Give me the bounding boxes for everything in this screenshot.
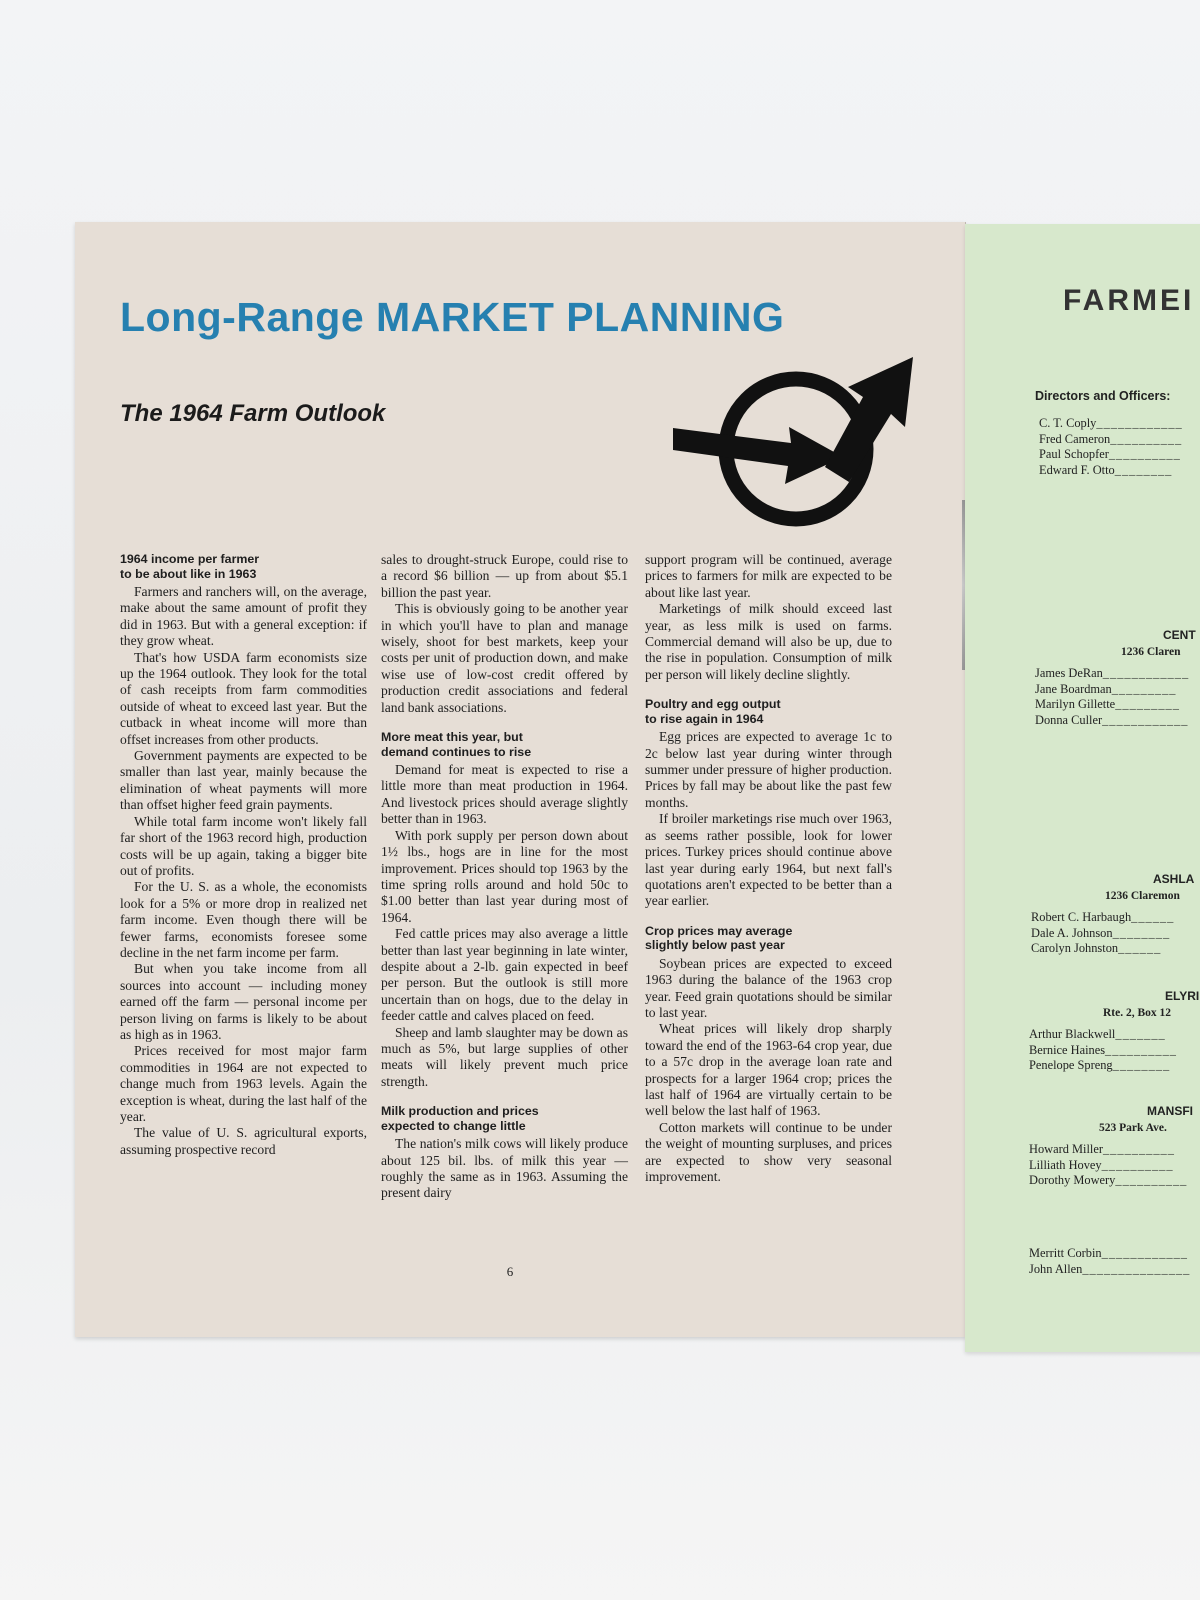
list-item: Penelope Spreng________	[1029, 1058, 1171, 1073]
left-page	[75, 222, 966, 1337]
branch-address: Rte. 2, Box 12	[1103, 1007, 1172, 1019]
section-heading-crop: Crop prices may average slightly below past year	[645, 923, 793, 953]
paragraph: Government payments are expected to be smaller than last year, mainly because the elimination of wheat payments will more than offset higher feed grain payments.	[120, 748, 367, 813]
list-item: Jane Boardman_________	[1035, 681, 1177, 696]
section-heading-income: 1964 income per farmer to be about like in 1963	[120, 552, 260, 581]
list-item: C. T. Coply____________	[1039, 416, 1183, 430]
section-heading-meat: More meat this year, but demand continues to rise	[381, 730, 532, 759]
paragraph: sales to drought-struck Europe, could rise to a record $6 billion — up from about $5.1 billion the past year.	[381, 552, 628, 600]
paragraph: Egg prices are expected to average 1c to 2c below last year during winter through summer under pressure of higher production. Prices by fall may be about like the past few months.	[645, 729, 892, 810]
paragraph: Soybean prices are expected to exceed 1963 during the balance of the 1963 crop year. Feed grain quotations should be similar to last year.	[645, 955, 892, 1020]
list-item: Arthur Blackwell_______	[1029, 1027, 1166, 1041]
list-item: Robert C. Harbaugh______	[1031, 910, 1175, 924]
branch-staff-list	[1035, 666, 1189, 728]
right-page	[965, 224, 1200, 1352]
article-column-1	[120, 552, 367, 1158]
extra-staff-list	[1029, 1246, 1190, 1277]
paragraph: Farmers and ranchers will, on the average, make about the same amount of profit they did in 1963. But with a general exception: if they grow wheat.	[120, 584, 367, 649]
list-item: Carolyn Johnston______	[1031, 941, 1162, 956]
list-item: Donna Culler____________	[1035, 712, 1189, 727]
page-number: 6	[506, 1264, 514, 1279]
article-column-3	[645, 552, 892, 1185]
list-item: John Allen_______________	[1029, 1261, 1191, 1276]
paragraph: But when you take income from all sources into account — including money earned off the farm — personal income per person living on farms is likely to be about as high as in 1963.	[120, 961, 367, 1042]
paragraph: Sheep and lamb slaughter may be down as much as 5%, but large supplies of other meats will likely prevent much price strength.	[381, 1024, 628, 1089]
branch-address: 523 Park Ave.	[1099, 1122, 1167, 1134]
target-arrow-logo-icon	[673, 357, 923, 527]
paragraph: For the U. S. as a whole, the economists look for a 5% or more drop in realized net farm income. Even though there will be fewer farms, economists foresee some decline in the net farm income per farm.	[120, 879, 367, 960]
paragraph: Demand for meat is expected to rise a little more than meat production in 1964. And livestock prices should average slightly better than in 1963.	[381, 762, 628, 827]
paragraph: Prices received for most major farm commodities in 1964 are not expected to change much from 1963 levels. Again the exception is wheat, during the last half of the year.	[120, 1043, 367, 1124]
paragraph: If broiler marketings rise much over 1963, as seems rather possible, look for lower prices. Turkey prices should continue above last year during early 1964, but next fall's quotations aren't expected to be better than a year earlier.	[645, 811, 892, 909]
list-item: Howard Miller__________	[1029, 1142, 1175, 1156]
directors-label: Directors and Officers:	[1035, 389, 1171, 403]
paragraph: Wheat prices will likely drop sharply toward the end of the 1963-64 crop year, due to a 57c drop in the average loan rate and prospects for a larger 1964 crop; prices the last half of 1964 are virtually certain to be well below the last half of 1963.	[645, 1021, 892, 1119]
list-item: Edward F. Otto________	[1039, 462, 1173, 477]
right-page-title: FARMEI	[1063, 284, 1195, 317]
list-item: Dorothy Mowery__________	[1029, 1173, 1188, 1188]
paragraph: This is obviously going to be another year in which you'll have to plan and manage wisely, shoot for best markets, keep your costs per unit of production down, and make wise use of low-cost credit offered by production credit associations and federal land bank associations.	[381, 601, 628, 715]
list-item: Fred Cameron__________	[1039, 431, 1183, 446]
paragraph: Marketings of milk should exceed last year, as less milk is used on farms. Commercial demand will also be up, due to the rise in population. Consumption of milk per person will likely decline slightly.	[645, 601, 892, 682]
list-item: Paul Schopfer__________	[1039, 447, 1181, 462]
branch-address: 1236 Claren	[1121, 646, 1181, 658]
branch-staff-list	[1031, 910, 1174, 957]
section-heading-milk: Milk production and prices expected to change little	[381, 1104, 539, 1133]
paragraph: The value of U. S. agricultural exports, assuming prospective record	[120, 1125, 367, 1157]
list-item: Dale A. Johnson________	[1031, 925, 1171, 940]
list-item: Merritt Corbin____________	[1029, 1246, 1188, 1260]
branch-name: ASHLA	[1153, 872, 1195, 886]
list-item: Bernice Haines__________	[1029, 1042, 1177, 1057]
directors-list	[1039, 416, 1183, 478]
branch-name: ELYRI	[1165, 989, 1200, 1003]
list-item: James DeRan____________	[1035, 666, 1190, 680]
section-heading-poultry: Poultry and egg output to rise again in 1964	[645, 697, 781, 726]
branch-staff-list	[1029, 1027, 1177, 1074]
headline-part1: Long-Range	[120, 294, 377, 340]
page-headline	[120, 294, 784, 341]
paragraph: support program will be continued, average prices to farmers for milk are expected to be about like last year.	[645, 552, 892, 600]
list-item: Lilliath Hovey__________	[1029, 1157, 1174, 1172]
page-subhead: The 1964 Farm Outlook	[120, 400, 386, 427]
paragraph: The nation's milk cows will likely produce about 125 bil. lbs. of milk this year — roughly the same as in 1963. Assuming the present dairy	[381, 1136, 628, 1201]
branch-name: MANSFI	[1147, 1104, 1193, 1118]
branch-address: 1236 Claremon	[1105, 890, 1180, 902]
paragraph: Cotton markets will continue to be under the weight of mounting surpluses, and prices are expected to show very seasonal improvement.	[645, 1119, 892, 1184]
paragraph: With pork supply per person down about 1½ lbs., hogs are in line for the most improvement. Prices should top 1963 by the time spring rolls around and hold 50c to $1.00 better than last year during most of 1964.	[381, 827, 628, 925]
branch-staff-list	[1029, 1142, 1187, 1189]
paragraph: That's how USDA farm economists size up the 1964 outlook. They look for the total of cash receipts from farm commodities outside of wheat to exceed last year. But the cutback in wheat income will more than offset increases from other products.	[120, 649, 367, 747]
list-item: Marilyn Gillette_________	[1035, 697, 1180, 712]
headline-part2: MARKET PLANNING	[376, 294, 785, 340]
paragraph: While total farm income won't likely fall far short of the 1963 record high, production costs will be up again, taking a bigger bite out of profits.	[120, 813, 367, 878]
branch-name: CENT	[1163, 628, 1196, 642]
article-column-2	[381, 552, 628, 1202]
paragraph: Fed cattle prices may also average a little better than last year beginning in late winter, despite about a 2-lb. gain expected in beef per person. But the outlook is still more uncertain than on hogs, due to the delay in feeder cattle and calves placed on feed.	[381, 926, 628, 1024]
